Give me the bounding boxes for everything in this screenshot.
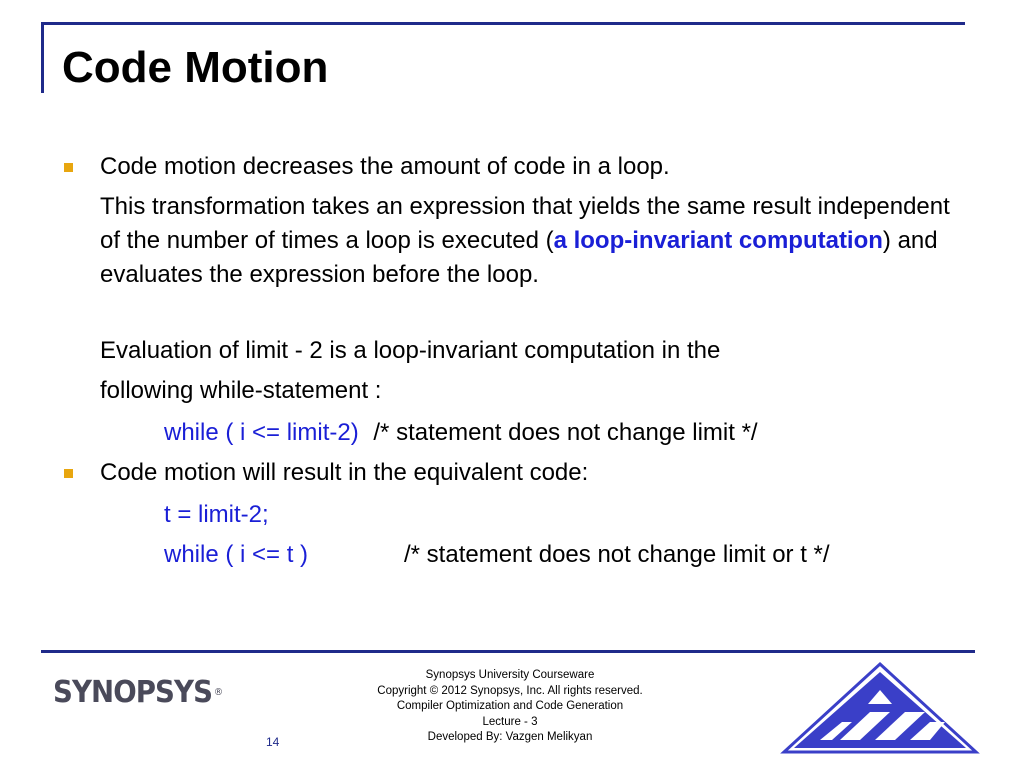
credit-line: Lecture - 3: [482, 715, 538, 728]
slide-title: Code Motion: [62, 43, 329, 92]
code-line-while-limit: [164, 416, 758, 450]
code-while-limit: while ( i <= limit-2): [164, 419, 359, 446]
evaluation-text-line1: Evaluation of limit - 2 is a loop-invariant computation in the: [100, 337, 721, 364]
paragraph-text-start: This transformation takes an expression that yields the same result independent of the number of times a loop is executed (: [100, 193, 950, 254]
paragraph-text-end: ) and evaluates the expression before the loop.: [100, 227, 938, 288]
synopsys-logo: [53, 672, 222, 712]
credit-line: Synopsys University Courseware: [425, 669, 595, 681]
university-emblem-icon: [780, 660, 980, 755]
code-line-assign: [164, 498, 269, 532]
logo-registered-mark: ®: [213, 686, 223, 698]
bullet-text: Code motion will result in the equivalent code:: [100, 459, 589, 486]
footer-credits: [345, 668, 675, 746]
code-while-t: while ( i <= t ): [164, 541, 309, 568]
code-comment-limit: /* statement does not change limit */: [373, 419, 758, 446]
evaluation-text-line2: following while-statement :: [100, 377, 382, 404]
logo-text: SYNOPSYS: [53, 674, 213, 710]
credit-line: Developed By: Vazgen Melikyan: [427, 731, 593, 743]
footer-divider: [41, 650, 975, 653]
code-assign-t: t = limit-2;: [164, 501, 269, 528]
frame-left-border: [41, 22, 44, 93]
loop-invariant-highlight: a loop-invariant computation: [553, 227, 883, 254]
bullet-square-icon: [64, 469, 73, 478]
bullet-text: Code motion decreases the amount of code in a loop.: [100, 153, 670, 180]
paragraph-transformation: [100, 190, 950, 292]
credit-line: Compiler Optimization and Code Generation: [396, 700, 624, 712]
page-number: 14: [266, 735, 280, 749]
bullet-square-icon: [64, 163, 73, 172]
credit-line: Copyright © 2012 Synopsys, Inc. All rights reserved.: [377, 684, 643, 697]
code-line-while-t: [164, 538, 830, 572]
frame-top-border: [41, 22, 965, 25]
code-comment-t: /* statement does not change limit or t */: [404, 541, 830, 568]
